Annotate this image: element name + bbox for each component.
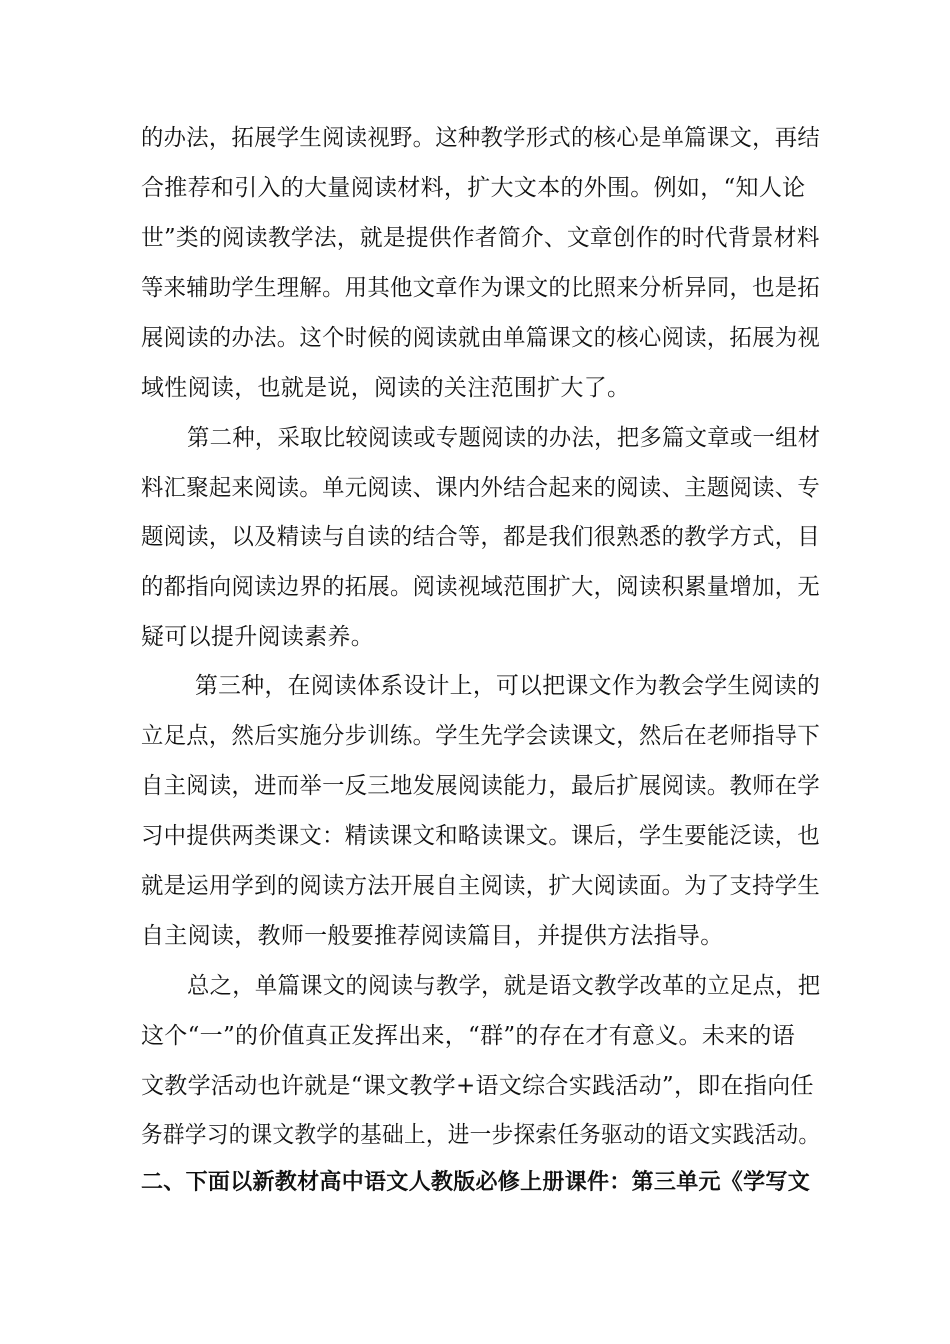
text-line: 习中提供两类课文：精读课文和略读课文。课后，学生要能泛读，也 (141, 823, 820, 849)
text-line: 的办法，拓展学生阅读视野。这种教学形式的核心是单篇课文，再结 (141, 125, 820, 151)
text-line: 题阅读，以及精读与自读的结合等，都是我们很熟悉的教学方式，目 (141, 524, 820, 550)
text-line: 总之，单篇课文的阅读与教学，就是语文教学改革的立足点，把 (187, 973, 821, 999)
text-line: 立足点，然后实施分步训练。学生先学会读课文，然后在老师指导下 (141, 723, 820, 749)
text-line: 文教学活动也许就是“课文教学+语文综合实践活动”，即在指向任 (141, 1073, 814, 1099)
text-line: 的都指向阅读边界的拓展。阅读视域范围扩大，阅读积累量增加，无 (141, 574, 820, 600)
text-line: 就是运用学到的阅读方法开展自主阅读，扩大阅读面。为了支持学生 (141, 873, 820, 899)
text-line: 自主阅读，教师一般要推荐阅读篇目，并提供方法指导。 (141, 923, 724, 949)
text-line: 展阅读的办法。这个时候的阅读就由单篇课文的核心阅读，拓展为视 (141, 325, 820, 351)
text-line: 这个“一”的价值真正发挥出来，“群”的存在才有意义。未来的语 (141, 1023, 796, 1049)
text-line: 料汇聚起来阅读。单元阅读、课内外结合起来的阅读、主题阅读、专 (141, 475, 820, 501)
text-line: 世”类的阅读教学法，就是提供作者简介、文章创作的时代背景材料 (141, 225, 820, 251)
text-line: 务群学习的课文教学的基础上，进一步探索任务驱动的语文实践活动。 (141, 1122, 821, 1148)
section-heading: 二、下面以新教材高中语文人教版必修上册课件：第三单元《学写文 (141, 1170, 811, 1195)
text-line: 第二种，采取比较阅读或专题阅读的办法，把多篇文章或一组材 (187, 425, 821, 451)
text-line: 疑可以提升阅读素养。 (141, 624, 374, 650)
text-line: 合推荐和引入的大量阅读材料，扩大文本的外围。例如，“知人论 (141, 175, 806, 201)
text-line: 自主阅读，进而举一反三地发展阅读能力，最后扩展阅读。教师在学 (141, 773, 820, 799)
text-line: 域性阅读，也就是说，阅读的关注范围扩大了。 (141, 375, 631, 401)
text-line: 等来辅助学生理解。用其他文章作为课文的比照来分析异同，也是拓 (141, 275, 820, 301)
text-line: 第三种，在阅读体系设计上，可以把课文作为教会学生阅读的 (195, 673, 821, 699)
